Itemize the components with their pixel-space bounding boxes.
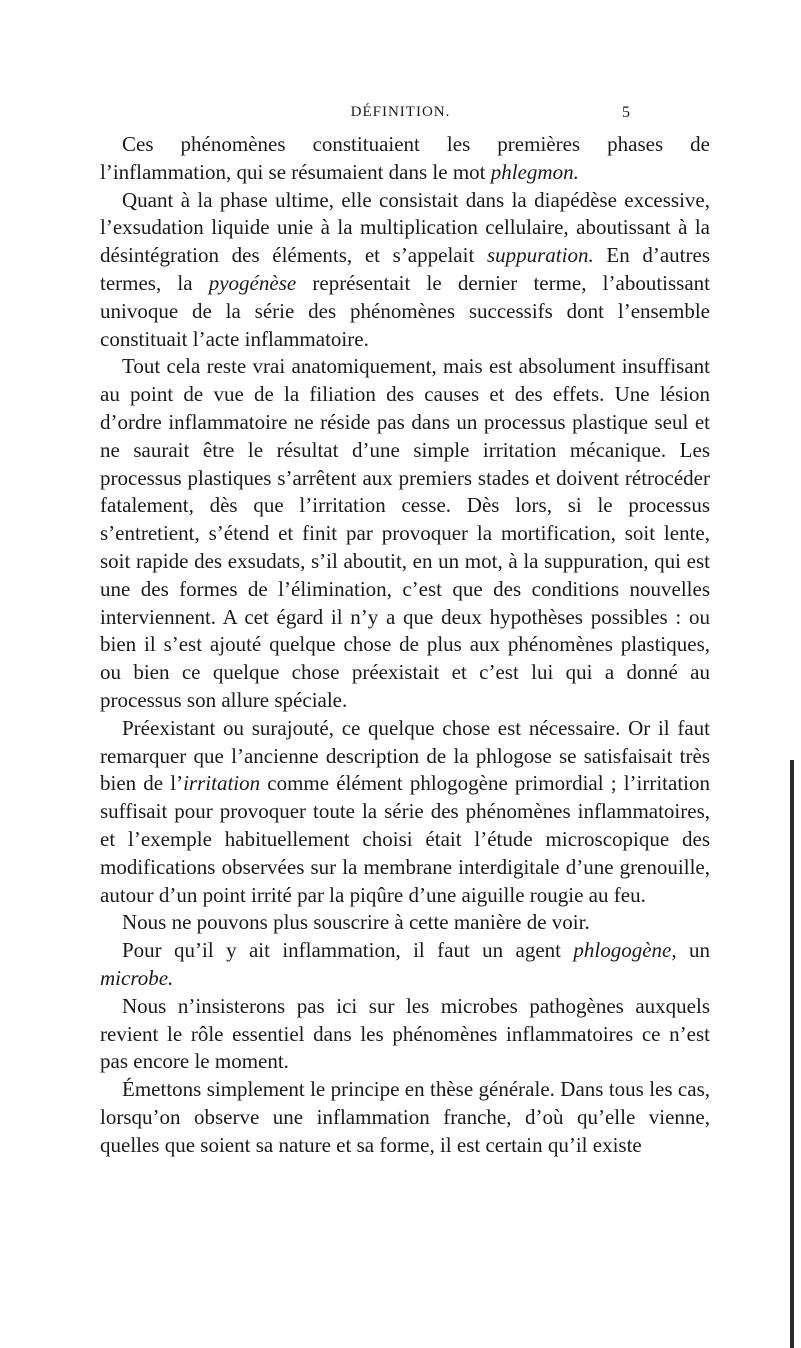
text-run: représentait le dernier terme, l’aboutissant univoque de la série des phénomènes successifs dont l’ensemble constituait l’acte inflammatoire. [100, 270, 710, 351]
italic-term: pyogénèse [208, 270, 297, 295]
text-run: Émettons simplement le principe en thèse générale. Dans tous les cas, lorsqu’on observe une inflammation franche, d’où qu’elle vienne, quelles que soient sa nature et sa forme, il est certain qu’il existe [100, 1077, 710, 1157]
text-run: Pour qu’il y ait inflammation, il faut un agent [122, 938, 574, 963]
text-run: Tout cela reste vrai anatomiquement, mais est absolument insuffisant au point de vue de la filiation des causes et des effets. Une lésion d’ordre inflammatoire ne réside pas dans un processus plastique seul et ne saurait être le résultat d’une simple irritation mécanique. Les processus plastiques s’arrêtent aux premiers stades et doivent rétrocéder fatalement, dès que l’irritation cesse. Dès lors, si le processus s’entretient, s’étend et finit par provoquer la mortification, soit lente, soit rapide des exsudats, s’il aboutit, en un mot, à la suppuration, qui est une des formes de l’élimination, c’est que des conditions nouvelles interviennent. A cet égard il n’y a que deux hypothèses possibles : ou bien il s’est ajouté quelque chose de plus aux phénomènes plastiques, ou bien ce quelque chose préexistait et c’est lui qui a donné au processus son allure spéciale. [100, 354, 710, 712]
page-number: 5 [622, 104, 630, 121]
paragraph [100, 187, 710, 354]
italic-term: suppuration. [486, 243, 594, 268]
paragraph [100, 353, 710, 714]
italic-term: phlogogène, [573, 938, 677, 963]
text-run: Quant à la phase ultime, elle consistait dans la diapédèse excessive, l’exsudation liquide unie à la multiplication cellulaire, aboutissant à la désintégration des éléments, et s’appelait [100, 187, 710, 268]
paragraph [100, 909, 710, 937]
paragraph [100, 131, 710, 187]
paragraph [100, 1076, 710, 1159]
text-run: En d’autres termes, la [100, 243, 710, 295]
scan-edge-bar [790, 760, 794, 1348]
paragraph [100, 715, 710, 910]
text-body [100, 131, 710, 1159]
running-head [0, 104, 801, 126]
text-run: Nous n’insisterons pas ici sur les microbes pathogènes auxquels revient le rôle essentiel dans les phénomènes inflammatoires ce n’est pas encore le moment. [100, 993, 710, 1074]
text-run: Ces phénomènes constituaient les premières phases de l’inflammation, qui se résumaient dans le mot [100, 132, 710, 184]
text-run: comme élément phlogogène primordial ; l’irritation suffisait pour provoquer toute la série des phénomènes inflammatoires, et l’exemple habituellement choisi était l’étude microscopique des modifications observées sur la membrane interdigitale d’une grenouille, autour d’un point irrité par la piqûre d’une aiguille rougie au feu. [100, 771, 710, 907]
paragraph [100, 937, 710, 993]
text-run: Nous ne pouvons plus souscrire à cette manière de voir. [122, 910, 590, 935]
running-title: DÉFINITION. [350, 104, 451, 120]
italic-term: microbe. [100, 965, 174, 990]
paragraph [100, 993, 710, 1076]
italic-term: phlegmon. [490, 159, 579, 184]
italic-term: irritation [183, 771, 261, 796]
text-run: Préexistant ou surajouté, ce quelque chose est nécessaire. Or il faut remarquer que l’ancienne description de la phlogose se satisfaisait très bien de l’ [100, 715, 710, 796]
text-run: un [676, 938, 710, 963]
